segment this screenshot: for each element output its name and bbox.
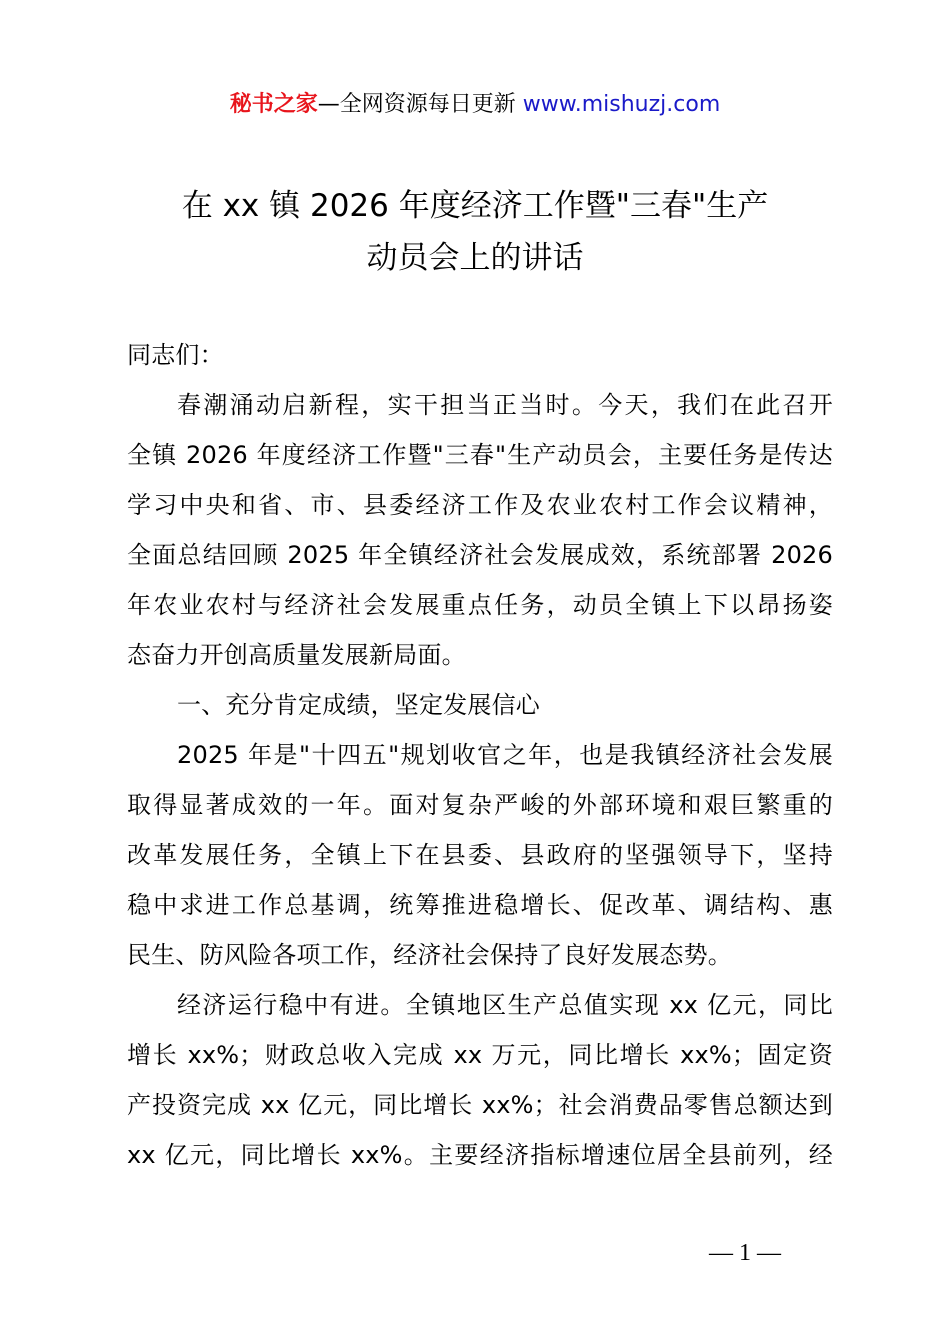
banner-tagline: —全网资源每日更新 [317, 92, 516, 117]
text-line: 全面总结回顾 2025 年全镇经济社会发展成效，系统部署 2026 [127, 541, 833, 569]
text-line: 年农业农村与经济社会发展重点任务，动员全镇上下以昂扬姿 [127, 591, 833, 619]
text-line: 取得显著成效的一年。面对复杂严峻的外部环境和艰巨繁重的 [127, 791, 833, 819]
text-line: 产投资完成 xx 亿元，同比增长 xx%；社会消费品零售总额达到 [127, 1091, 833, 1119]
text-line: 民生、防风险各项工作，经济社会保持了良好发展态势。 [127, 941, 732, 969]
title-line-2: 动员会上的讲话 [366, 240, 584, 276]
text-line: 经济运行稳中有进。全镇地区生产总值实现 xx 亿元，同比 [177, 991, 833, 1019]
section-heading-text: 一、充分肯定成绩，坚定发展信心 [177, 691, 540, 719]
salutation-text: 同志们： [127, 341, 224, 369]
text-line: 2025 年是"十四五"规划收官之年，也是我镇经济社会发展 [177, 741, 833, 769]
text-line: 学习中央和省、市、县委经济工作及农业农村工作会议精神， [127, 491, 833, 519]
text-line: 增长 xx%；财政总收入完成 xx 万元，同比增长 xx%；固定资 [127, 1041, 833, 1069]
title-line-1: 在 xx 镇 2026 年度经济工作暨"三春"生产 [181, 188, 769, 224]
text-line: 稳中求进工作总基调，统筹推进稳增长、促改革、调结构、惠 [127, 891, 833, 919]
brand-name: 秘书之家 [229, 92, 318, 117]
site-url-link[interactable]: www.mishuzj.com [522, 92, 721, 117]
document-title [0, 180, 950, 284]
text-line: 改革发展任务，全镇上下在县委、县政府的坚强领导下，坚持 [127, 841, 833, 869]
text-line: 态奋力开创高质量发展新局面。 [127, 641, 466, 669]
page-number: — 1 — [709, 1240, 781, 1266]
site-banner [0, 88, 950, 122]
text-line: 春潮涌动启新程，实干担当正当时。今天，我们在此召开 [177, 391, 833, 419]
text-line: xx 亿元，同比增长 xx%。主要经济指标增速位居全县前列，经 [127, 1141, 833, 1169]
paragraph-intro [127, 380, 833, 680]
section-heading [127, 680, 833, 730]
text-line: 全镇 2026 年度经济工作暨"三春"生产动员会，主要任务是传达 [127, 441, 833, 469]
document-body [127, 330, 833, 1180]
paragraph-economy [127, 980, 833, 1180]
salutation [127, 330, 833, 380]
paragraph-overview [127, 730, 833, 980]
